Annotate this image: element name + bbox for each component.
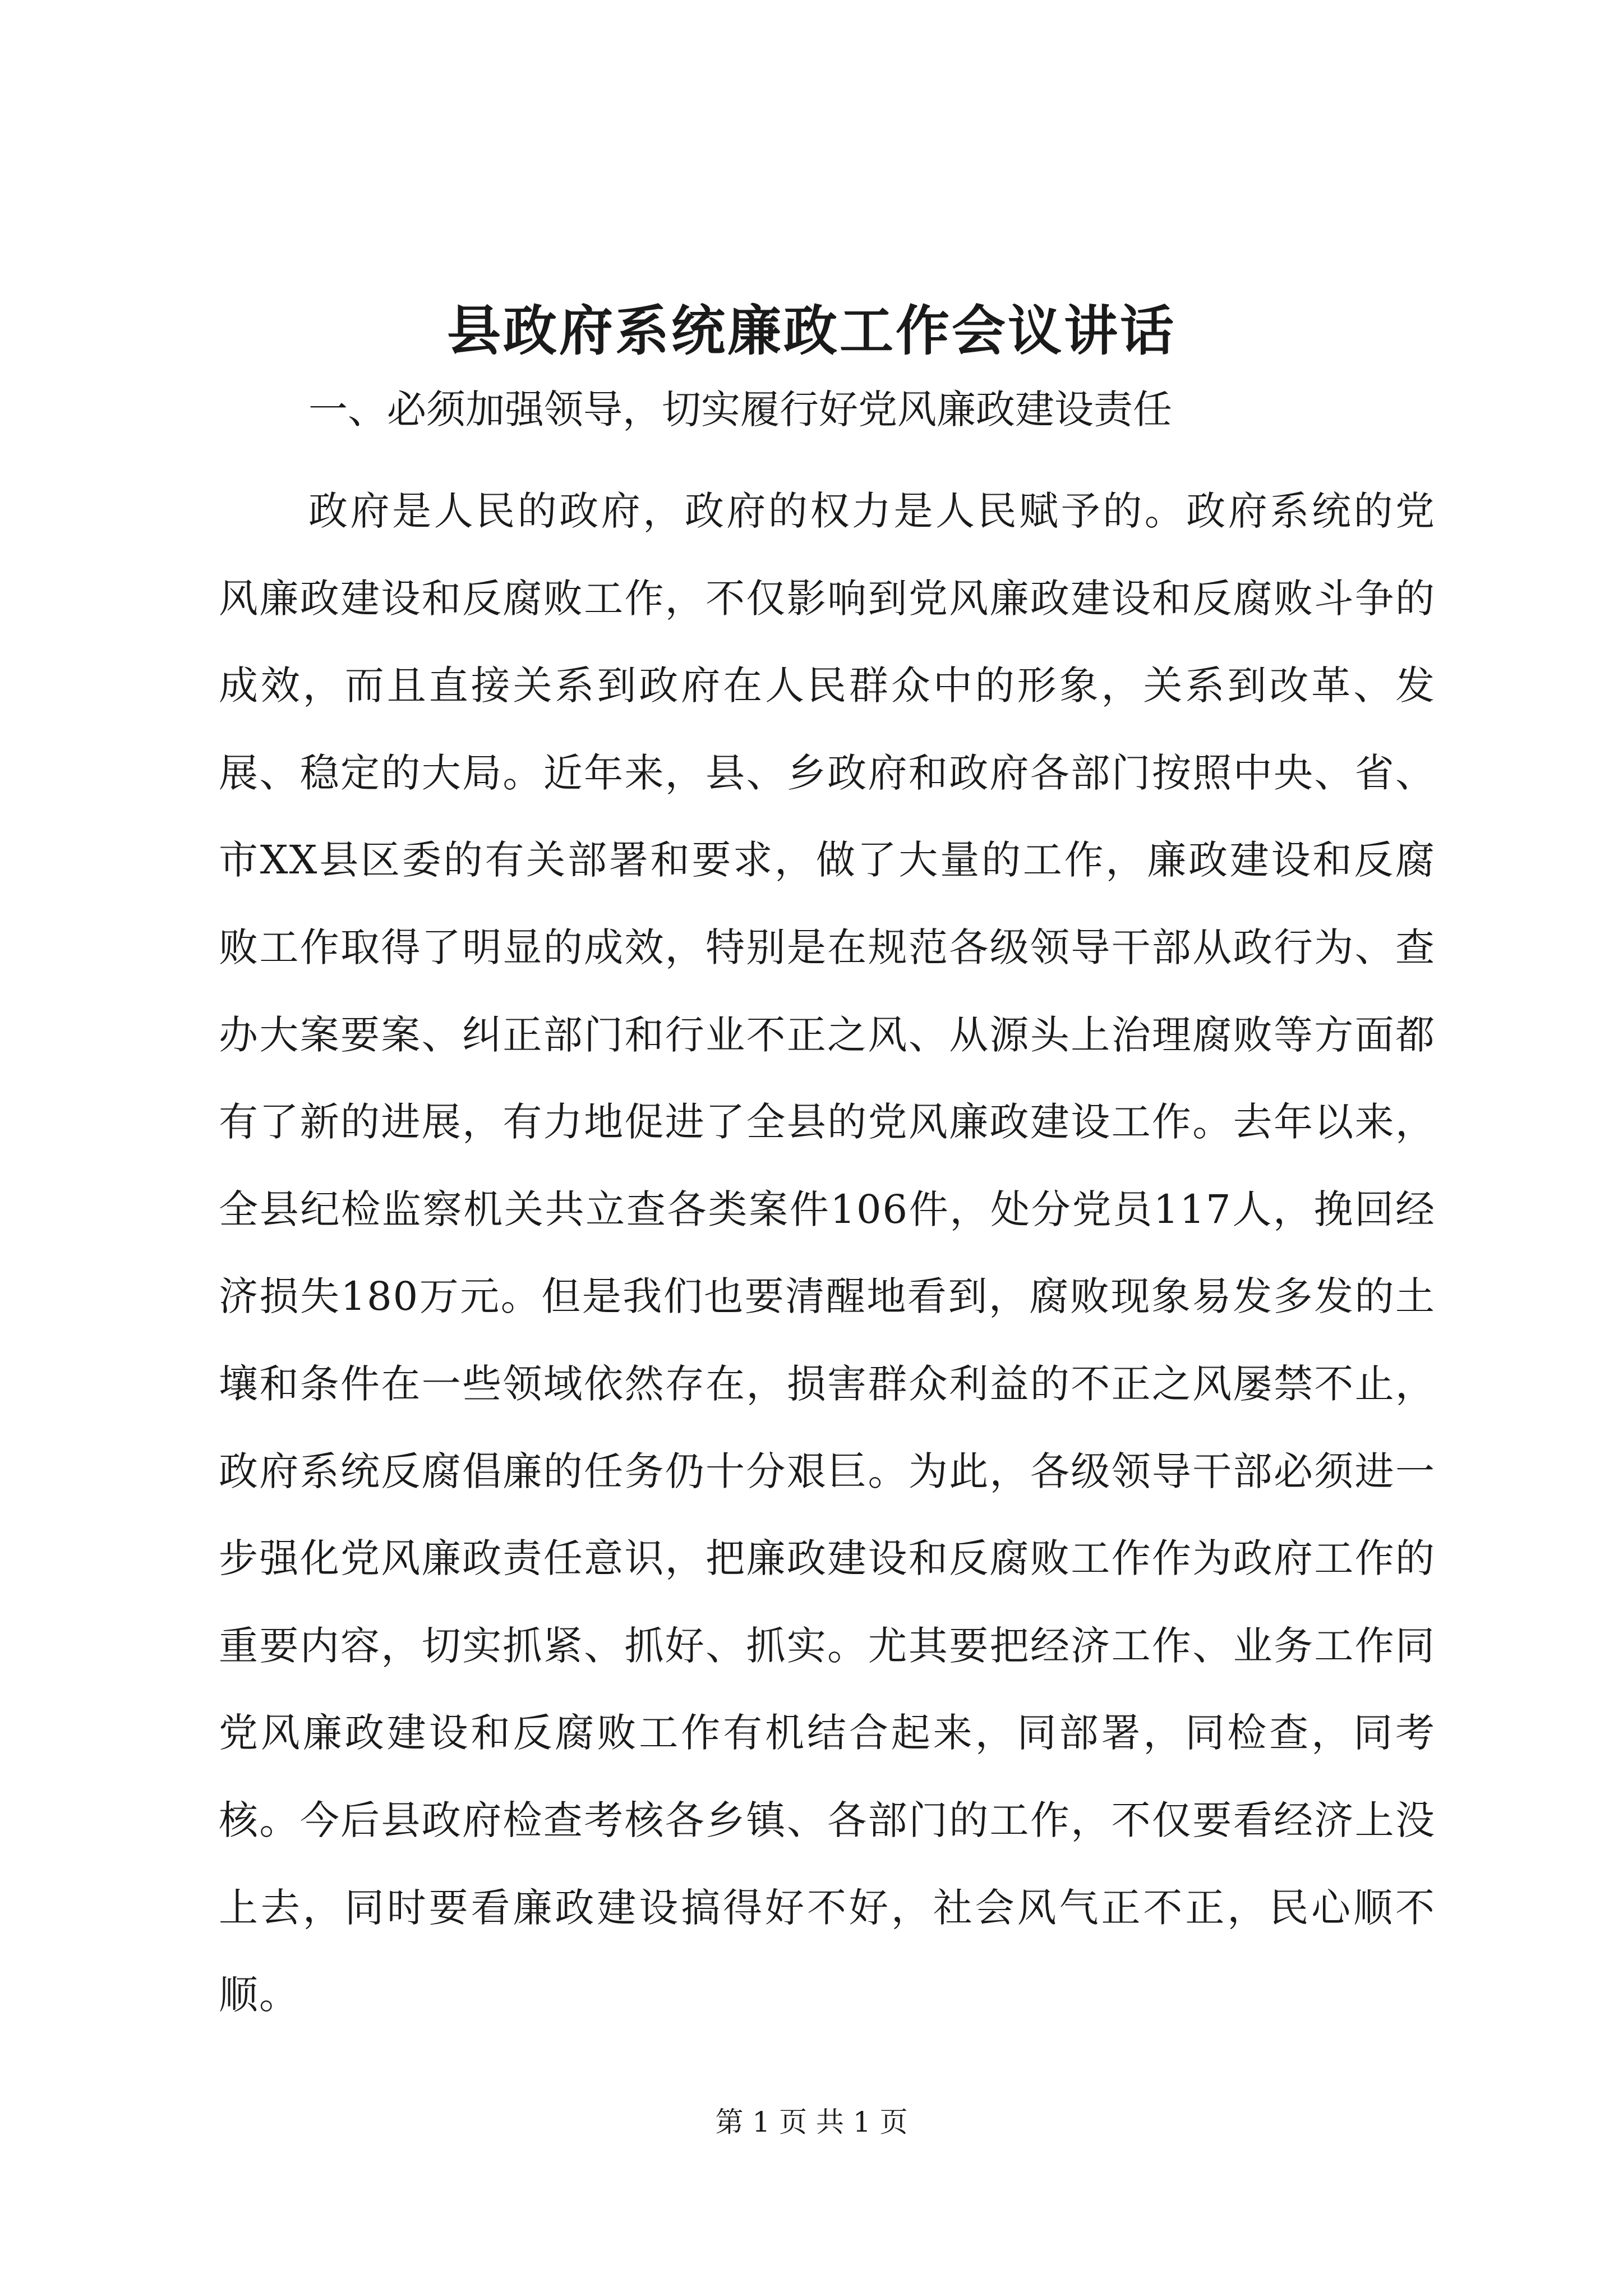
body-paragraph: 政府是人民的政府，政府的权力是人民赋予的。政府系统的党风廉政建设和反腐败工作，不仅影响到党风廉政建设和反腐败斗争的成效，而且直接关系到政府在人民群众中的形象，关系到改革、发展、稳定的大局。近年来，县、乡政府和政府各部门按照中央、省、市XX县区委的有关部署和要求，做了大量的工作，廉政建设和反腐败工作取得了明显的成效，特别是在规范各级领导干部从政行为、查办大案要案、纠正部门和行业不正之风、从源头上治理腐败等方面都有了新的进展，有力地促进了全县的党风廉政建设工作。去年以来，全县纪检监察机关共立查各类案件106件，处分党员117人，挽回经济损失180万元。但是我们也要清醒地看到，腐败现象易发多发的土壤和条件在一些领域依然存在，损害群众利益的不正之风屡禁不止，政府系统反腐倡廉的任务仍十分艰巨。为此，各级领导干部必须进一步强化党风廉政责任意识，把廉政建设和反腐败工作作为政府工作的重要内容，切实抓紧、抓好、抓实。尤其要把经济工作、业务工作同党风廉政建设和反腐败工作有机结合起来，同部署，同检查，同考核。今后县政府检查考核各乡镇、各部门的工作，不仅要看经济上没上去，同时要看廉政建设搞得好不好，社会风气正不正，民心顺不顺。 [219, 488, 1436, 2018]
section-heading: 一、必须加强领导，切实履行好党风廉政建设责任 [308, 386, 1172, 432]
document-title: 县政府系统廉政工作会议讲话 [447, 299, 1176, 362]
page-footer: 第 1 页 共 1 页 [715, 2106, 908, 2138]
